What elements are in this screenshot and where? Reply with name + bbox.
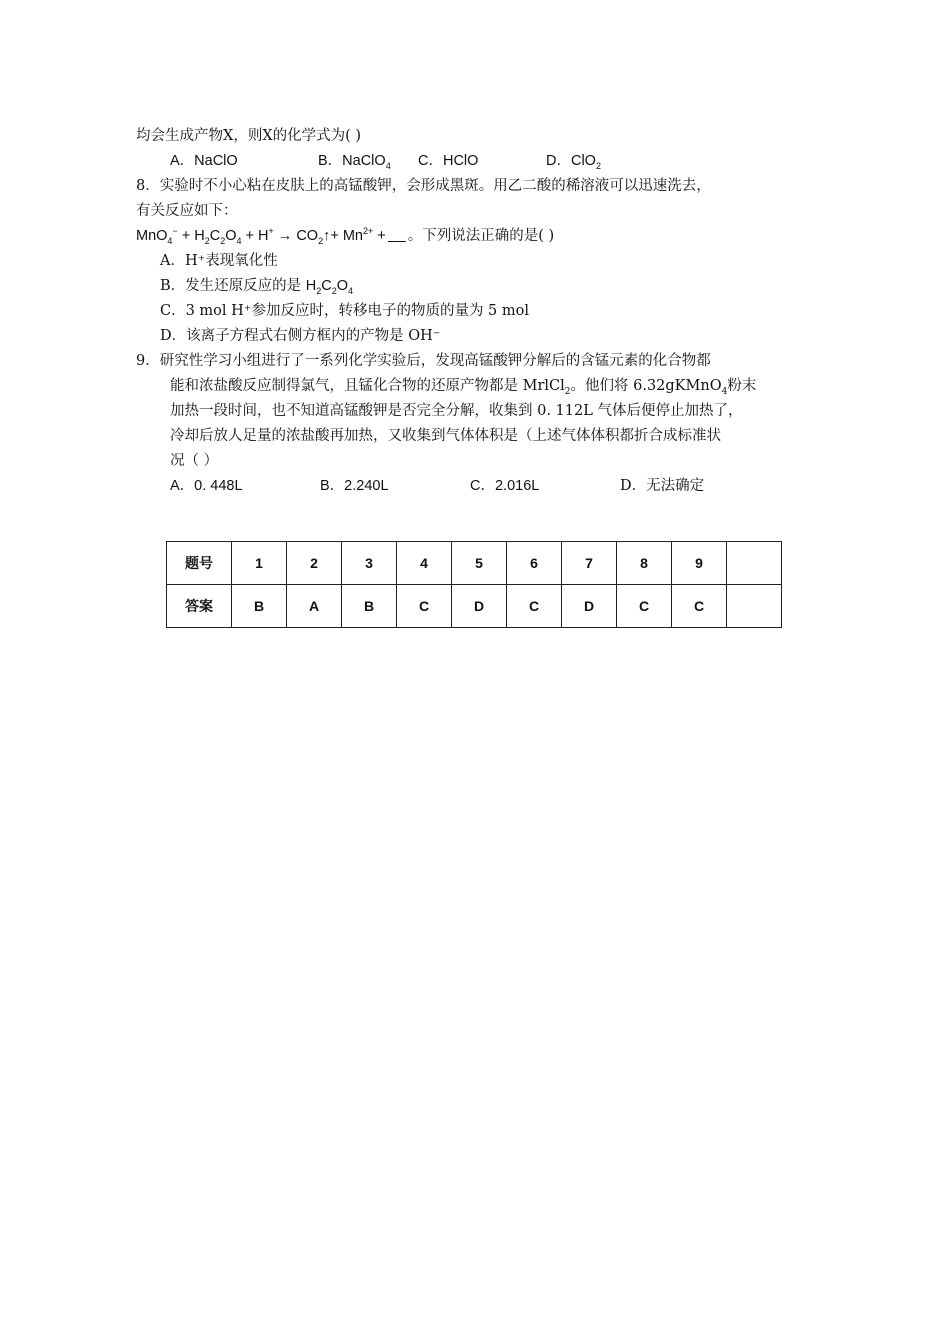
q8-stem-line1: 8．实验时不小心粘在皮肤上的高锰酸钾，会形成黑斑。用乙二酸的稀溶液可以迅速洗去， — [136, 178, 711, 194]
q9-stem-line4: 冷却后放人足量的浓盐酸再加热，又收集到气体体积是（上述气体体积都折合成标准状 — [170, 428, 721, 444]
q9-option-d: D．无法确定 — [620, 478, 705, 494]
question-number-cell: 4 — [397, 542, 452, 585]
answer-cell: B — [232, 585, 287, 628]
answer-cell: C — [507, 585, 562, 628]
row-label-question-number: 题号 — [167, 542, 232, 585]
row-label-answer: 答案 — [167, 585, 232, 628]
q7-option-c: C．HClO — [418, 153, 479, 169]
q8-option-b: B．发生还原反应的是 $H_2C_2O_4$ — [160, 278, 354, 296]
q9-stem-line5: 况（ ） — [170, 453, 219, 469]
answer-cell — [727, 585, 782, 628]
answer-cell: B — [342, 585, 397, 628]
answer-table — [166, 541, 782, 628]
table-row-numbers — [167, 542, 782, 585]
question-number-cell — [727, 542, 782, 585]
answer-cell: C — [672, 585, 727, 628]
question-number-cell: 7 — [562, 542, 617, 585]
answer-cell: D — [562, 585, 617, 628]
q7-option-d: D．ClO$_2$ — [546, 153, 601, 171]
question-number-cell: 5 — [452, 542, 507, 585]
q9-stem-line2: 能和浓盐酸反应制得氯气，且锰化合物的还原产物都是 MrlCl$_2$。他们将 6.32gKMnO$_4$粉末 — [170, 378, 757, 397]
q9-option-b: B．2.240L — [320, 478, 389, 494]
q7-stem: 均会生成产物X，则X的化学式为( ) — [136, 128, 362, 144]
q9-option-c: C．2.016L — [470, 478, 540, 494]
question-number-cell: 6 — [507, 542, 562, 585]
question-number-cell: 2 — [287, 542, 342, 585]
q7-option-a: A．NaClO — [170, 153, 238, 169]
question-number-cell: 9 — [672, 542, 727, 585]
answer-cell: D — [452, 585, 507, 628]
q8-option-d: D．该离子方程式右侧方框内的产物是 OH⁻ — [160, 328, 441, 344]
question-number-cell: 8 — [617, 542, 672, 585]
q8-option-c: C．3 mol H⁺参加反应时，转移电子的物质的量为 5 mol — [160, 303, 530, 319]
q8-stem-line2: 有关反应如下： — [136, 203, 238, 219]
answer-cell: A — [287, 585, 342, 628]
q9-option-a: A．0. 448L — [170, 478, 243, 494]
answer-cell: C — [397, 585, 452, 628]
q9-stem-line1: 9．研究性学习小组进行了一系列化学实验后，发现高锰酸钾分解后的含锰元素的化合物都 — [136, 353, 711, 369]
question-number-cell: 3 — [342, 542, 397, 585]
answer-cell: C — [617, 585, 672, 628]
q8-equation: $MnO_4^- + H_2C_2O_4 + H^+$ → $CO_2↑+ Mn^{2+}$ + 。下列说法正确的是( ) — [136, 226, 555, 246]
q7-option-b: B．NaClO$_4$ — [318, 153, 391, 171]
q8-option-a: A．H⁺表现氧化性 — [160, 253, 278, 269]
question-number-cell: 1 — [232, 542, 287, 585]
q9-stem-line3: 加热一段时间，也不知道高锰酸钾是否完全分解，收集到 0. 112L 气体后便停止加热了， — [170, 403, 743, 419]
table-row-answers — [167, 585, 782, 628]
answer-blank — [388, 227, 406, 242]
